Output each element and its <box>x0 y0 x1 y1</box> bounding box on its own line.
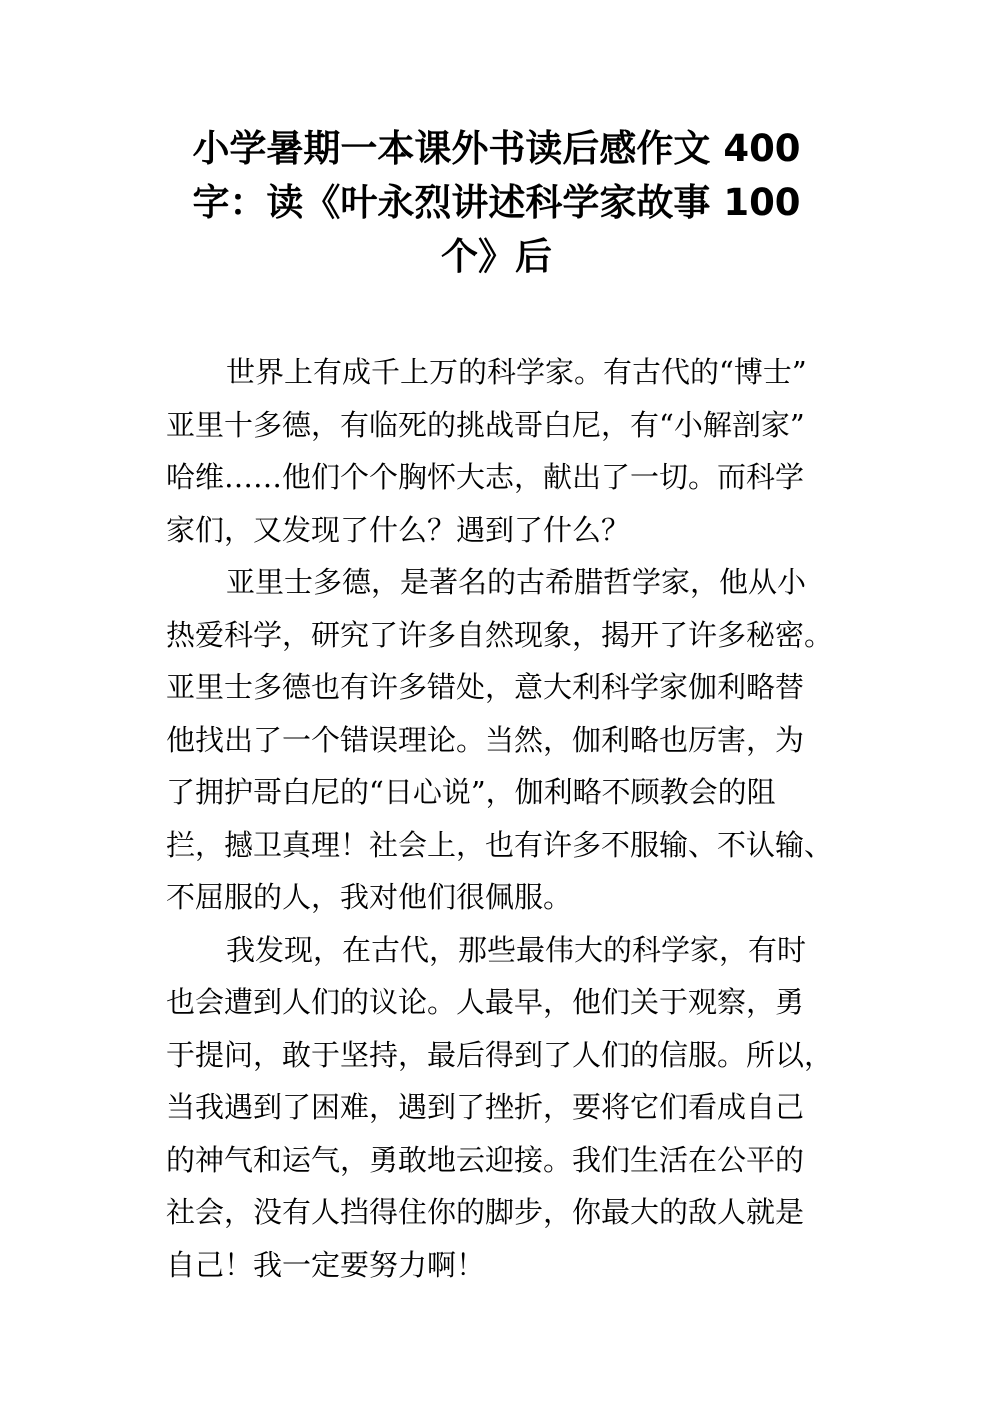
document-title <box>150 122 843 284</box>
text-line: 不屈服的人，我对他们很佩服。 <box>166 880 573 914</box>
title-line: 小学暑期一本课外书读后感作文 400 <box>192 127 801 170</box>
title-line: 个》后 <box>441 235 552 278</box>
text-line: 亚里士多德也有许多错处，意大利科学家伽利略替 <box>166 670 805 704</box>
text-line: 的神气和运气，勇敢地云迎接。我们生活在公平的 <box>166 1142 805 1177</box>
paragraph-2 <box>166 556 866 924</box>
text-line: 亚里士多德，是著名的古希腊哲学家，他从小 <box>226 565 807 599</box>
text-line: 社会，没有人挡得住你的脚步，你最大的敌人就是 <box>166 1195 805 1229</box>
text-line: 哈维……他们个个胸怀大志，献出了一切。而科学 <box>166 460 805 494</box>
text-line: 拦，撼卫真理！社会上，也有许多不服输、不认输、 <box>166 827 834 862</box>
text-line: 世界上有成千上万的科学家。有古代的“博士” <box>226 355 807 389</box>
title-line: 字：读《叶永烈讲述科学家故事 100 <box>192 181 801 224</box>
paragraph-1 <box>166 346 866 556</box>
text-line: 也会遭到人们的议论。人最早，他们关于观察，勇 <box>166 985 805 1019</box>
text-line: 亚里十多德，有临死的挑战哥白尼，有“小解剖家” <box>166 407 805 442</box>
text-line: 于提问，敢于坚持，最后得到了人们的信服。所以， <box>166 1037 834 1072</box>
paragraph-3 <box>166 924 866 1292</box>
text-line: 我发现，在古代，那些最伟大的科学家，有时 <box>226 932 807 967</box>
text-line: 自己！我一定要努力啊！ <box>166 1247 486 1282</box>
text-line: 他找出了一个错误理论。当然，伽利略也厉害，为 <box>166 722 805 757</box>
text-line: 热爱科学，研究了许多自然现象，揭开了许多秘密。 <box>166 617 834 652</box>
text-line: 家们，又发现了什么？遇到了什么？ <box>166 512 631 547</box>
text-line: 当我遇到了困难，遇到了挫折，要将它们看成自己 <box>166 1090 805 1124</box>
document-body <box>166 346 866 1291</box>
text-line: 了拥护哥白尼的“日心说”，伽利略不顾教会的阻 <box>166 775 776 809</box>
